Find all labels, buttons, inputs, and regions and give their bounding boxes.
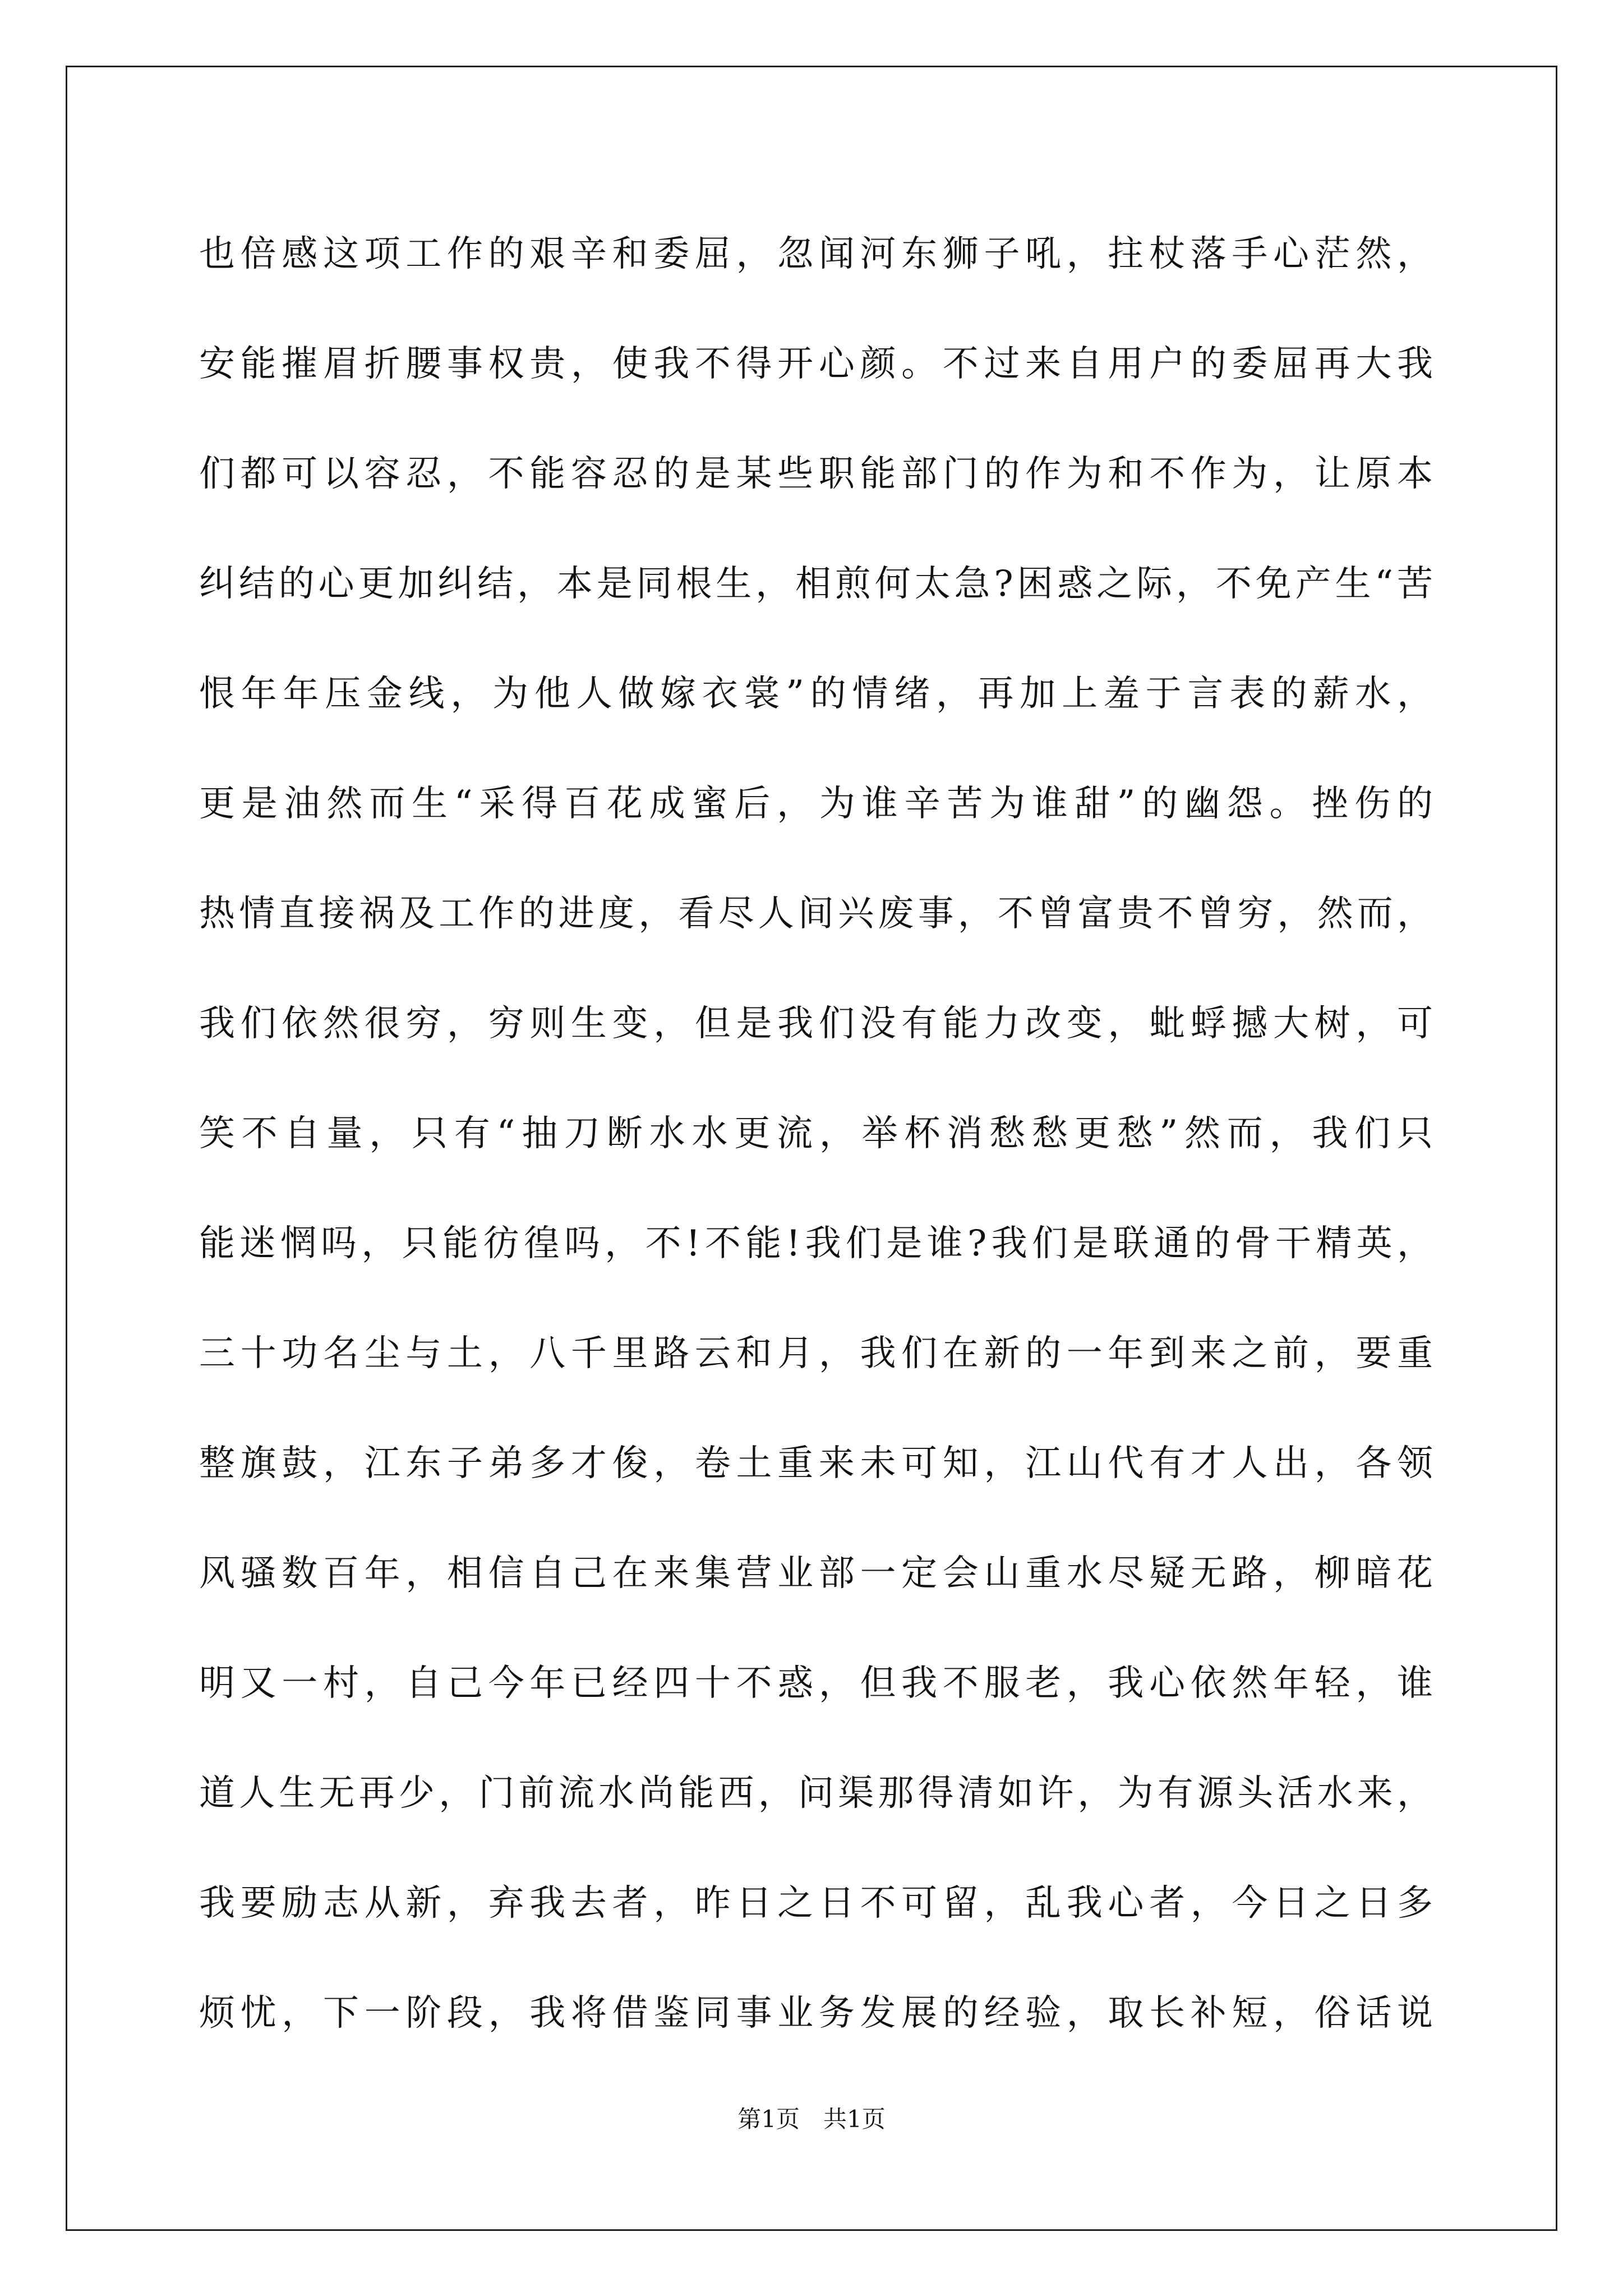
text-line: 安能摧眉折腰事权贵，使我不得开心颜。不过来自用户的委屈再大我: [199, 343, 1433, 385]
text-line: 恨年年压金线，为他人做嫁衣裳”的情绪，再加上羞于言表的薪水，: [199, 673, 1433, 715]
text-line: 热情直接祸及工作的进度，看尽人间兴废事，不曾富贵不曾穷，然而，: [199, 893, 1433, 935]
text-line: 纠结的心更加纠结，本是同根生，相煎何太急?困惑之际，不免产生“苦: [199, 563, 1433, 605]
text-line: 整旗鼓，江东子弟多才俊，卷土重来未可知，江山代有才人出，各领: [199, 1443, 1433, 1484]
text-line: 道人生无再少，门前流水尚能西，问渠那得清如许，为有源头活水来，: [199, 1773, 1433, 1814]
text-line: 我们依然很穷，穷则生变，但是我们没有能力改变，蚍蜉撼大树，可: [199, 1003, 1433, 1045]
text-line: 明又一村，自己今年已经四十不惑，但我不服老，我心依然年轻，谁: [199, 1663, 1433, 1704]
text-line: 能迷惘吗，只能彷徨吗，不!不能!我们是谁?我们是联通的骨干精英，: [199, 1223, 1433, 1264]
page-footer: 第1页 共1页: [737, 2105, 886, 2133]
text-line: 三十功名尘与土，八千里路云和月，我们在新的一年到来之前，要重: [199, 1333, 1433, 1374]
text-line: 风骚数百年，相信自己在来集营业部一定会山重水尽疑无路，柳暗花: [199, 1553, 1433, 1594]
text-line: 也倍感这项工作的艰辛和委屈，忽闻河东狮子吼，拄杖落手心茫然，: [199, 233, 1433, 275]
text-line: 我要励志从新，弃我去者，昨日之日不可留，乱我心者，今日之日多: [199, 1883, 1433, 1924]
text-line: 烦忧，下一阶段，我将借鉴同事业务发展的经验，取长补短，俗话说: [199, 1993, 1433, 2034]
text-line: 更是油然而生“采得百花成蜜后，为谁辛苦为谁甜”的幽怨。挫伤的: [199, 783, 1433, 825]
text-line: 笑不自量，只有“抽刀断水水更流，举杯消愁愁更愁”然而，我们只: [199, 1113, 1433, 1154]
text-line: 们都可以容忍，不能容忍的是某些职能部门的作为和不作为，让原本: [199, 453, 1433, 495]
document-body: [199, 199, 1433, 2068]
